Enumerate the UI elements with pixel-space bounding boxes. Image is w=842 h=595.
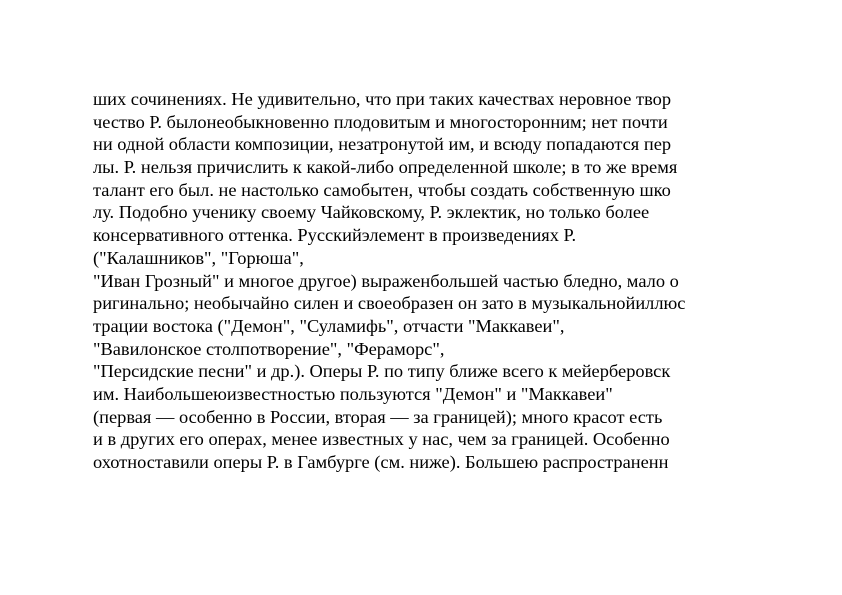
text-line-9: "Иван Грозный" и многое другое) выраженбольшей частью бледно, мало о (93, 270, 679, 291)
text-line-6: лу. Подобно ученику своему Чайковскому, Р. эклектик, но только более (93, 202, 650, 223)
text-line-12: "Вавилонское столпотворение", "Фераморс", (93, 338, 445, 359)
text-line-17: охотноставили оперы Р. в Гамбурге (см. ниже). Большею распространенн (93, 452, 669, 472)
text-line-15: (первая — особенно в России, вторая — за границей); много красот есть (93, 406, 663, 427)
body-text (93, 88, 813, 474)
text-line-2: чество Р. былонеобыкновенно плодовитым и многосторонним; нет почти (93, 111, 668, 132)
text-line-5: талант его был. не настолько самобытен, чтобы создать собственную шко (93, 179, 671, 200)
text-line-4: лы. Р. нельзя причислить к какой-либо определенной школе; в то же время (93, 157, 678, 178)
text-line-1: ших сочинениях. Не удивительно, что при таких качествах неровное твор (93, 89, 672, 109)
text-line-14: им. Наибольшеюизвестностью пользуются "Демон" и "Маккавеи" (93, 383, 613, 404)
text-line-11: трации востока ("Демон", "Суламифь", отчасти "Маккавеи", (93, 315, 565, 336)
text-line-10: ригинально; необычайно силен и своеобразен он зато в музыкальнойиллюс (93, 293, 686, 314)
text-line-7: консервативного оттенка. Русскийэлемент в произведениях Р. (93, 225, 577, 246)
text-line-3: ни одной области композиции, незатронутой им, и всюду попадаются пер (93, 134, 672, 155)
text-line-8: ("Калашников", "Горюша", (93, 247, 304, 268)
text-line-16: и в других его операх, менее известных у нас, чем за границей. Особенно (93, 429, 670, 450)
text-line-13: "Персидские песни" и др.). Оперы Р. по типу ближе всего к мейерберовск (93, 361, 671, 382)
